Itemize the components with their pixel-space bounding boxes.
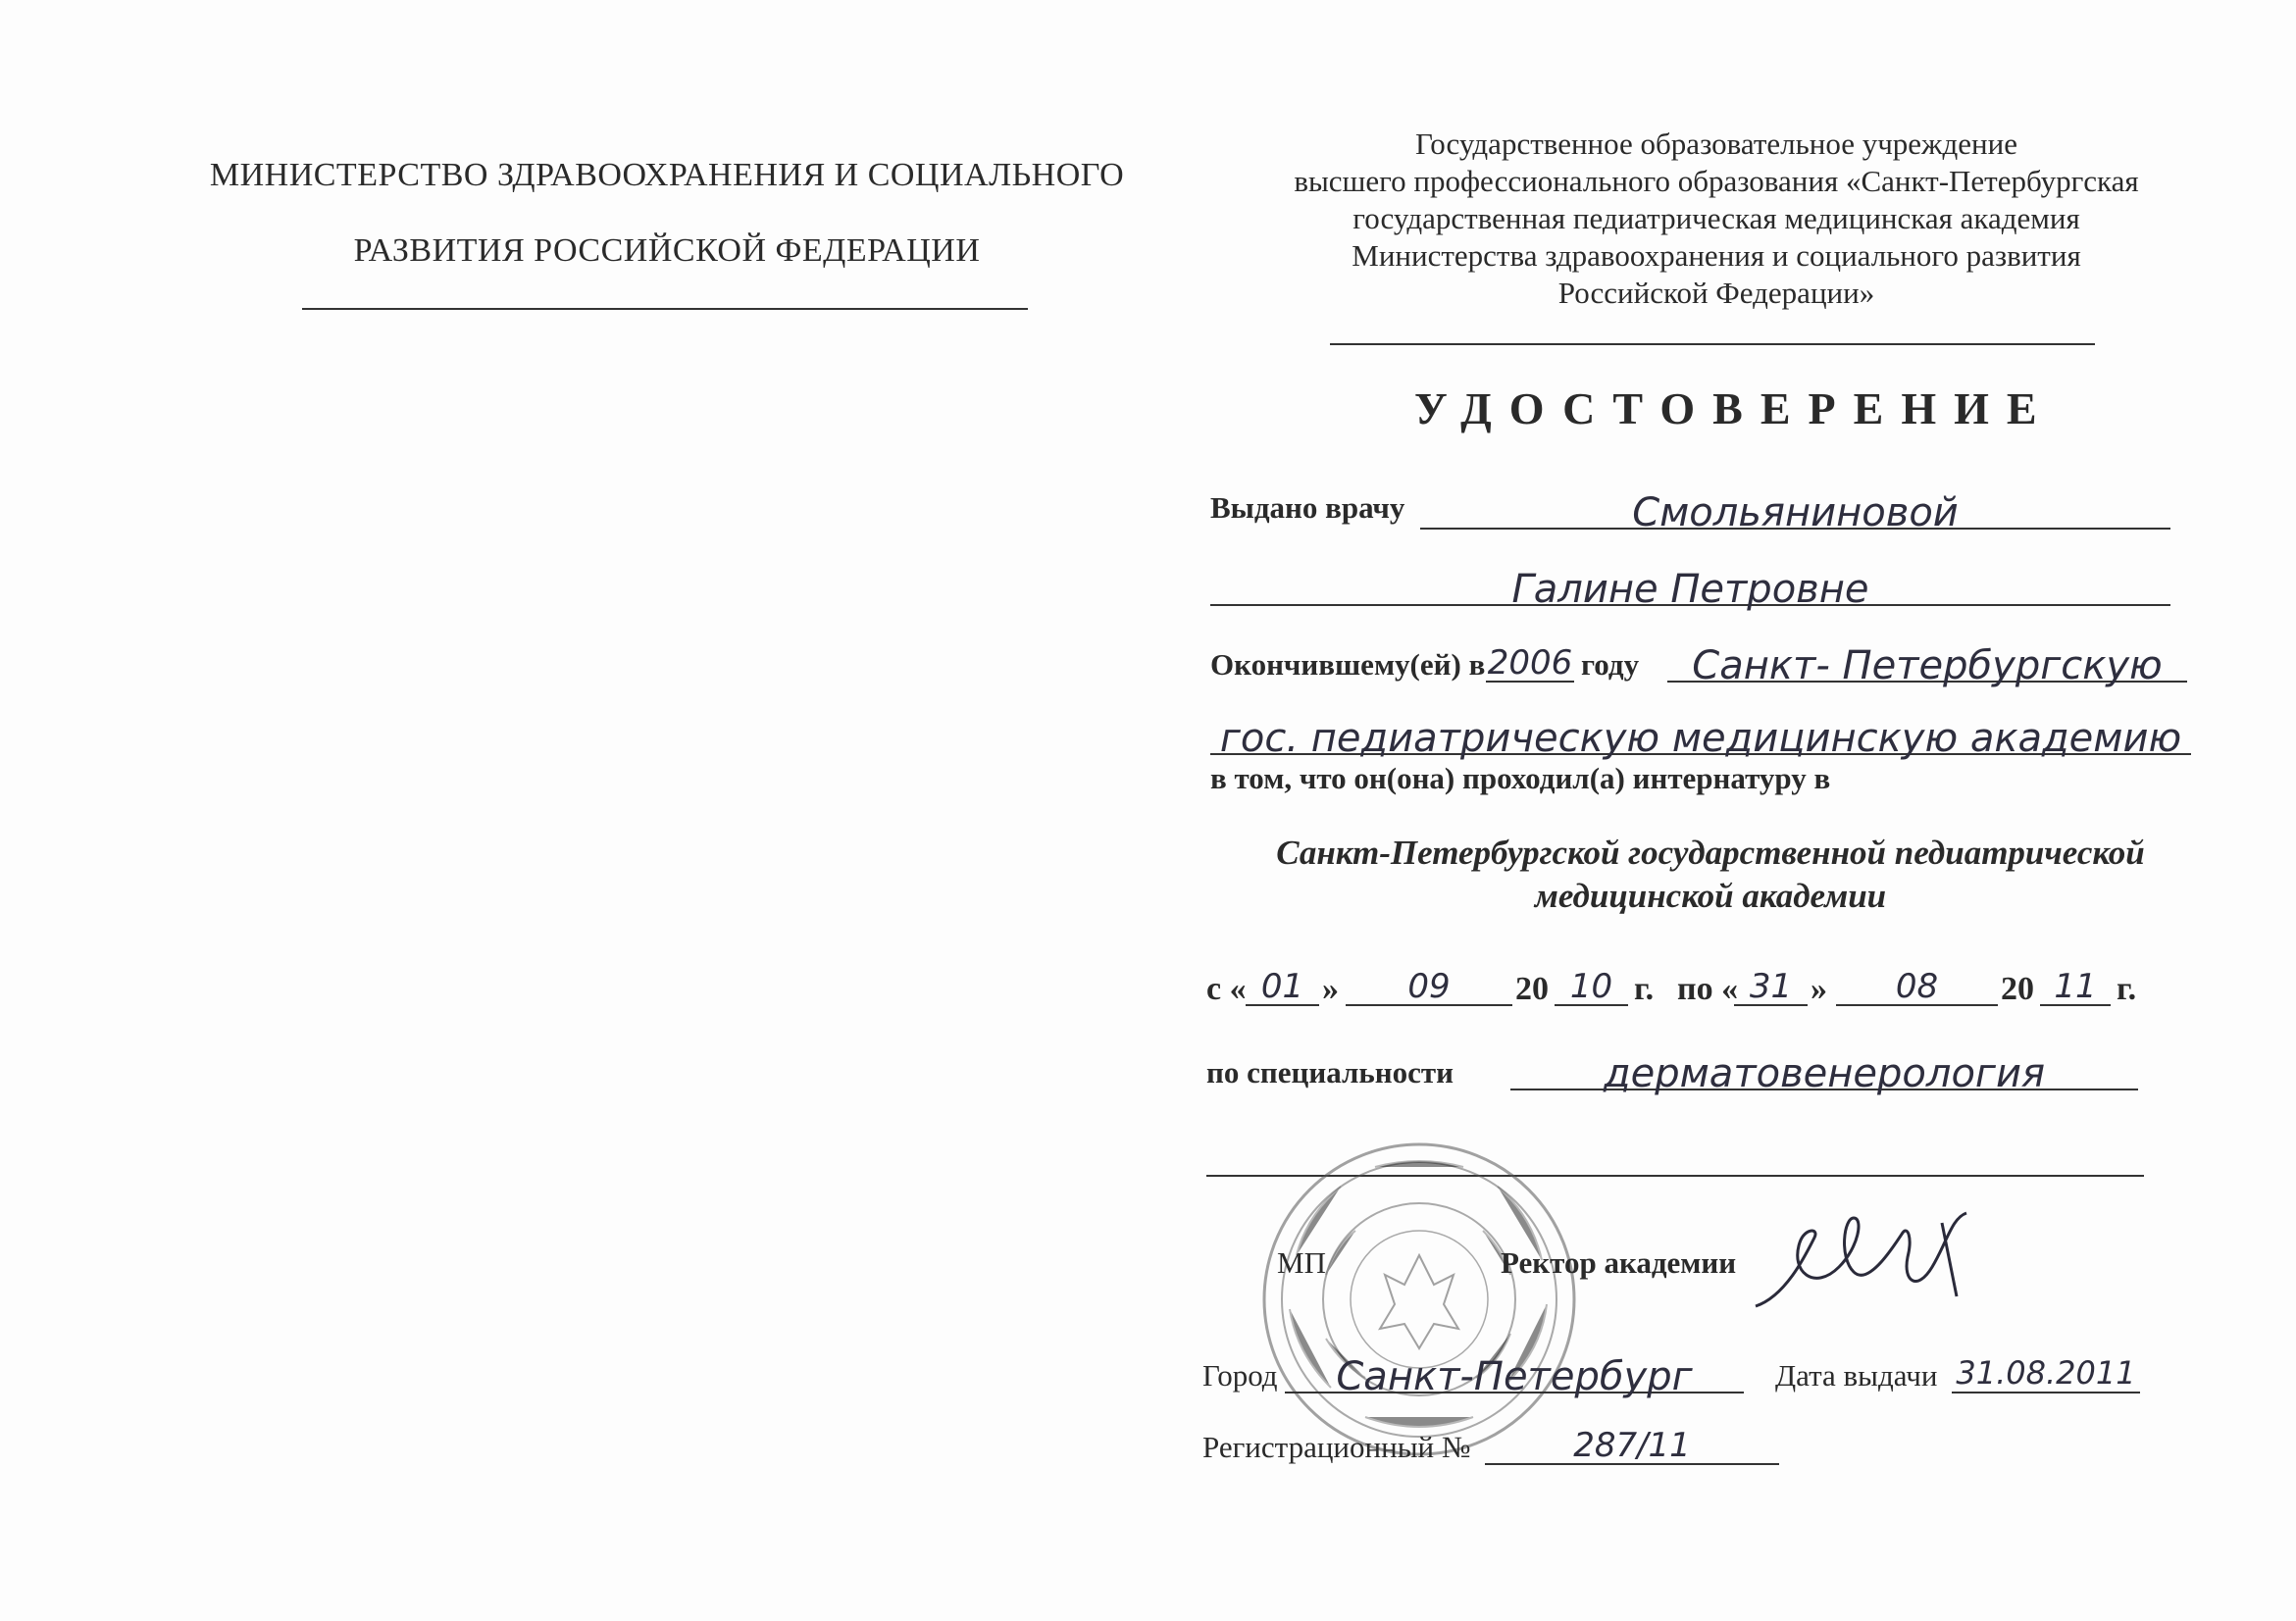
issued-label: Выдано врачу: [1210, 490, 1405, 525]
specialty-label: по специальности: [1206, 1055, 1454, 1089]
from-month-field: [1346, 967, 1512, 1006]
to-year-suffix: г.: [2117, 971, 2137, 1007]
rector-label: Ректор академии: [1501, 1245, 1737, 1280]
registration-value: 287/11: [1573, 1426, 1691, 1465]
ministry-line-1: МИНИСТЕРСТВО ЗДРАВООХРАНЕНИЯ И СОЦИАЛЬНОГО: [209, 157, 1125, 193]
registration-field: [1485, 1426, 1779, 1465]
issue-date-field: [1952, 1354, 2140, 1393]
period-to-prefix: по «: [1677, 971, 1739, 1007]
to-quote-close: »: [1811, 971, 1827, 1007]
to-day-field: [1734, 967, 1808, 1006]
institution-line: Российской Федерации»: [1557, 276, 1875, 310]
city-value: Санкт-Петербург: [1336, 1354, 1693, 1399]
graduation-year-value: 2006: [1487, 643, 1573, 683]
official-seal: [1257, 1138, 1581, 1461]
from-century: 20: [1515, 971, 1549, 1007]
first-name-field: [1210, 567, 2170, 612]
school-field-1: [1667, 643, 2187, 688]
specialty-field: [1510, 1051, 2138, 1096]
rector-signature: [1746, 1198, 2001, 1336]
institution-line: Министерства здравоохранения и социального развития: [1352, 238, 2081, 273]
school-value-1: Санкт- Петербургскую: [1692, 643, 2163, 688]
from-quote-close: »: [1322, 971, 1339, 1007]
from-month-value: 09: [1407, 967, 1451, 1006]
from-year-field: [1555, 967, 1628, 1006]
school-field-2: [1210, 716, 2191, 761]
school-value-2: гос. педиатрическую медицинскую академию: [1219, 716, 2182, 761]
ministry-line-2: РАЗВИТИЯ РОССИЙСКОЙ ФЕДЕРАЦИИ: [353, 232, 981, 269]
seal-mark-label: МП: [1277, 1245, 1326, 1280]
graduated-year-label: году: [1581, 647, 1640, 682]
institution-line: государственная педиатрическая медицинская академия: [1352, 201, 2080, 235]
internship-place-line-2: медицинской академии: [1534, 877, 1887, 915]
issue-date-label: Дата выдачи: [1775, 1358, 1938, 1393]
internship-label: в том, что он(она) проходил(а) интернатуру в: [1210, 761, 1831, 795]
to-century: 20: [2001, 971, 2034, 1007]
graduated-label: Окончившему(ей) в: [1210, 647, 1486, 682]
graduation-year-field: [1486, 643, 1574, 683]
internship-place-line-1: Санкт-Петербургской государственной педиатрической: [1276, 834, 2145, 872]
surname-value: Смольяниновой: [1632, 490, 1959, 535]
from-day-field: [1246, 967, 1319, 1006]
from-year-suffix: г.: [1634, 971, 1655, 1007]
internship-place: [1220, 832, 2201, 918]
from-year-value: 10: [1569, 967, 1613, 1006]
to-year-field: [2040, 967, 2111, 1006]
institution-line: Государственное образовательное учреждение: [1415, 127, 2017, 161]
to-month-value: 08: [1895, 967, 1939, 1006]
ministry-underline: [302, 308, 1028, 310]
specialty-value: дерматовенерология: [1603, 1051, 2046, 1096]
institution-header: [1226, 126, 2207, 312]
to-month-field: [1836, 967, 1998, 1006]
registration-label: Регистрационный №: [1202, 1430, 1471, 1464]
from-day-value: 01: [1260, 967, 1304, 1006]
first-name-value: Галине Петровне: [1511, 567, 1869, 612]
certificate-title: УДОСТОВЕРЕНИЕ: [1414, 383, 2055, 433]
city-label: Город: [1202, 1358, 1278, 1393]
header-underline: [1330, 343, 2095, 345]
surname-field: [1420, 490, 2170, 535]
to-day-value: 31: [1749, 967, 1793, 1006]
institution-line: высшего профессионального образования «Санкт-Петербургская: [1294, 164, 2139, 198]
to-year-value: 11: [2054, 967, 2097, 1006]
city-field: [1285, 1354, 1744, 1399]
issue-date-value: 31.08.2011: [1956, 1354, 2136, 1392]
period-from-prefix: с «: [1206, 971, 1247, 1007]
